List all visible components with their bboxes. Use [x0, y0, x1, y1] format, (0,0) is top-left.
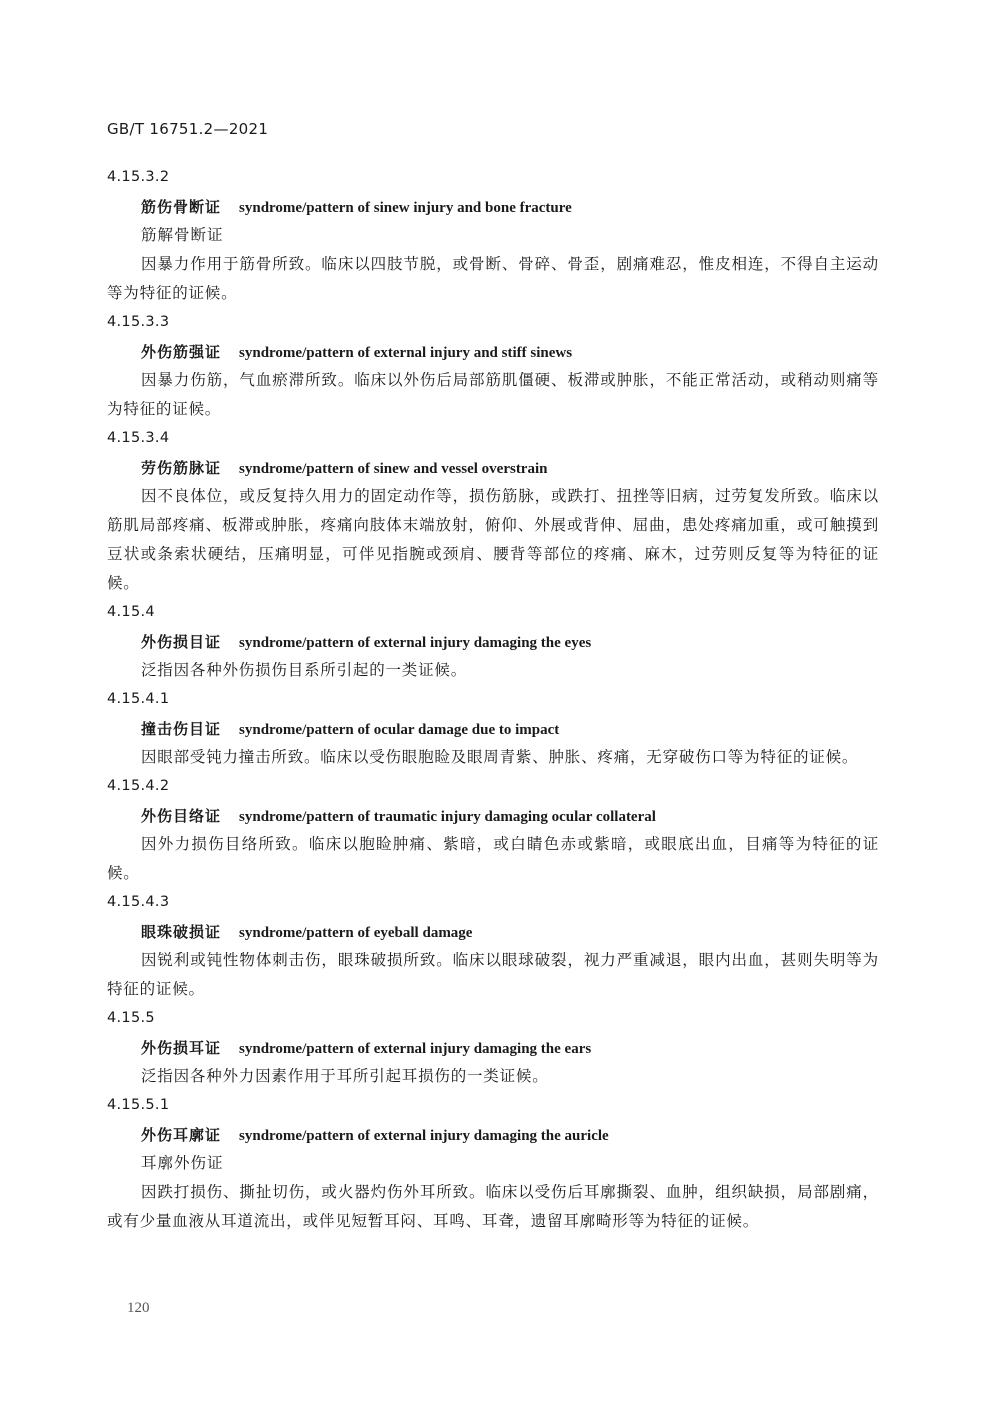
term-line [107, 192, 879, 221]
document-body [107, 163, 879, 1236]
entry-4-15-4-3 [107, 888, 879, 1004]
standard-code-header: GB/T 16751.2—2021 [107, 120, 269, 138]
term-line [107, 714, 879, 743]
term-chinese: 外伤损耳证 [141, 1039, 222, 1057]
term-definition: 因锐利或钝性物体刺击伤，眼珠破损所致。临床以眼球破裂，视力严重减退，眼内出血，甚则失明等为特征的证候。 [107, 951, 879, 998]
entry-number: 4.15.4.2 [107, 778, 170, 794]
term-english: syndrome/pattern of traumatic injury damaging ocular collateral [239, 809, 656, 825]
entry-number: 4.15.4.1 [107, 691, 170, 707]
term-chinese: 外伤筋强证 [141, 343, 222, 361]
entry-4-15-4-2 [107, 772, 879, 888]
entry-number: 4.15.3.4 [107, 430, 170, 446]
term-line [107, 627, 879, 656]
term-definition: 泛指因各种外力因素作用于耳所引起耳损伤的一类证候。 [141, 1067, 549, 1085]
entry-4-15-5 [107, 1004, 879, 1091]
entry-4-15-4 [107, 598, 879, 685]
term-definition: 因暴力伤筋，气血瘀滞所致。临床以外伤后局部筋肌僵硬、板滞或肿胀，不能正常活动，或稍动则痛等为特征的证候。 [107, 371, 879, 418]
term-line [107, 801, 879, 830]
term-chinese: 外伤目络证 [141, 807, 222, 825]
term-chinese: 筋伤骨断证 [141, 198, 222, 216]
term-definition: 泛指因各种外伤损伤目系所引起的一类证候。 [141, 661, 468, 679]
term-english: syndrome/pattern of sinew and vessel overstrain [239, 461, 548, 477]
term-english: syndrome/pattern of external injury damaging the ears [239, 1041, 592, 1057]
term-english: syndrome/pattern of external injury damaging the eyes [239, 635, 592, 651]
term-line [107, 337, 879, 366]
term-english: syndrome/pattern of sinew injury and bone fracture [239, 200, 572, 216]
entry-number: 4.15.3.3 [107, 314, 170, 330]
entry-number: 4.15.4.3 [107, 894, 170, 910]
term-line [107, 1033, 879, 1062]
term-chinese: 眼珠破损证 [141, 923, 222, 941]
entry-number: 4.15.5 [107, 1010, 155, 1026]
term-definition: 因跌打损伤、撕扯切伤，或火器灼伤外耳所致。临床以受伤后耳廓撕裂、血肿，组织缺损，局部剧痛，或有少量血液从耳道流出，或伴见短暂耳闷、耳鸣、耳聋，遗留耳廓畸形等为特征的证候。 [107, 1183, 879, 1230]
entry-4-15-3-2 [107, 163, 879, 308]
term-synonym: 筋解骨断证 [141, 226, 224, 244]
term-line [107, 917, 879, 946]
term-english: syndrome/pattern of external injury damaging the auricle [239, 1128, 609, 1144]
page-number: 120 [127, 1300, 150, 1316]
term-chinese: 劳伤筋脉证 [141, 459, 222, 477]
term-english: syndrome/pattern of eyeball damage [239, 925, 473, 941]
entry-number: 4.15.4 [107, 604, 155, 620]
term-definition: 因眼部受钝力撞击所致。临床以受伤眼胞睑及眼周青紫、肿胀、疼痛，无穿破伤口等为特征的证候。 [141, 748, 859, 766]
term-english: syndrome/pattern of ocular damage due to impact [239, 722, 560, 738]
term-line [107, 1120, 879, 1149]
term-definition: 因暴力作用于筋骨所致。临床以四肢节脱，或骨断、骨碎、骨歪，剧痛难忍，惟皮相连，不得自主运动等为特征的证候。 [107, 255, 879, 302]
entry-4-15-4-1 [107, 685, 879, 772]
term-line [107, 453, 879, 482]
entry-4-15-3-3 [107, 308, 879, 424]
term-chinese: 外伤耳廓证 [141, 1126, 222, 1144]
entry-number: 4.15.3.2 [107, 169, 170, 185]
term-chinese: 外伤损目证 [141, 633, 222, 651]
term-synonym: 耳廓外伤证 [141, 1154, 224, 1172]
term-definition: 因外力损伤目络所致。临床以胞睑肿痛、紫暗，或白睛色赤或紫暗，或眼底出血，目痛等为特征的证候。 [107, 835, 879, 882]
term-english: syndrome/pattern of external injury and stiff sinews [239, 345, 573, 361]
entry-4-15-3-4 [107, 424, 879, 598]
entry-number: 4.15.5.1 [107, 1097, 170, 1113]
term-chinese: 撞击伤目证 [141, 720, 222, 738]
entry-4-15-5-1 [107, 1091, 879, 1236]
term-definition: 因不良体位，或反复持久用力的固定动作等，损伤筋脉，或跌打、扭挫等旧病，过劳复发所致。临床以筋肌局部疼痛、板滞或肿胀，疼痛向肢体末端放射，俯仰、外展或背伸、屈曲，患处疼痛加重，或可触摸到豆状或条索状硬结，压痛明显，可伴见指腕或颈肩、腰背等部位的疼痛、麻木，过劳则反复等为特征的证候。 [107, 487, 879, 592]
